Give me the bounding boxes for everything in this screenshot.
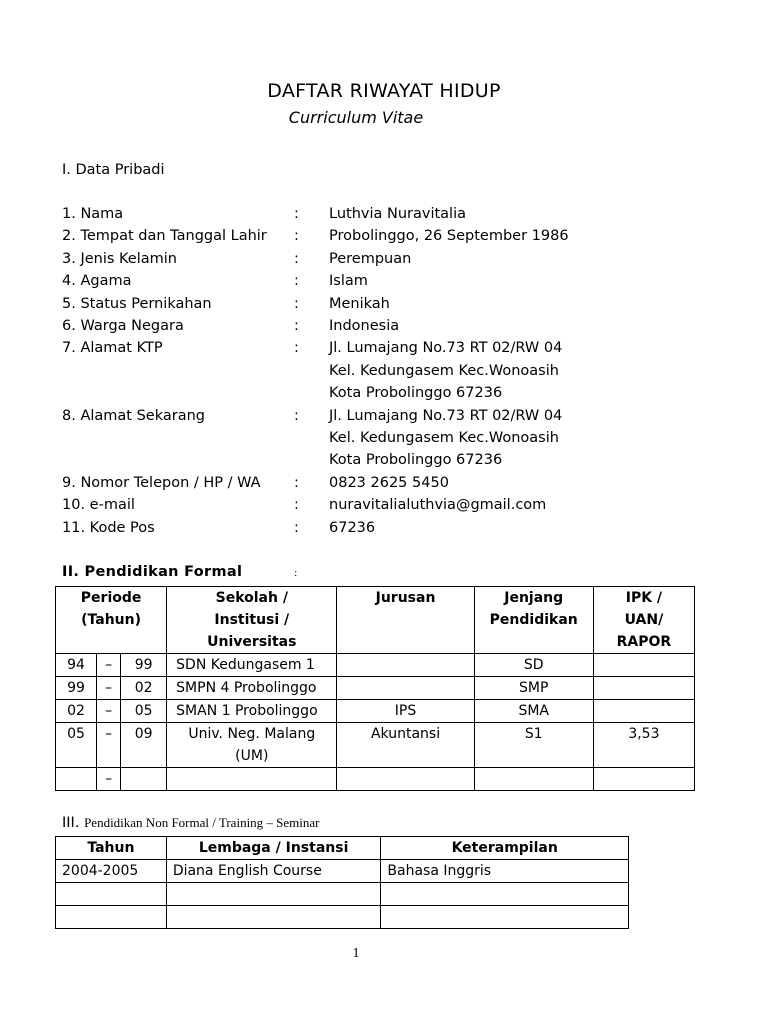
personal-value: Jl. Lumajang No.73 RT 02/RW 04 bbox=[329, 407, 563, 424]
personal-colon: : bbox=[294, 295, 299, 312]
school-cell bbox=[167, 654, 337, 677]
header-line: Institusi / bbox=[214, 612, 290, 628]
period-dash-cell: – bbox=[97, 700, 121, 723]
header-line: UAN/ bbox=[624, 612, 664, 628]
header-jurusan bbox=[337, 587, 474, 654]
school-cell bbox=[167, 768, 337, 791]
personal-colon: : bbox=[294, 206, 299, 222]
school-line bbox=[167, 768, 336, 790]
nonformal-header-cell: Tahun bbox=[56, 837, 167, 860]
personal-value: 67236 bbox=[329, 519, 376, 536]
personal-value: Indonesia bbox=[329, 318, 400, 334]
personal-label: 4. Agama bbox=[62, 273, 132, 290]
personal-colon: : bbox=[294, 250, 299, 267]
personal-colon: : bbox=[294, 519, 299, 536]
header-jenjang bbox=[474, 587, 593, 654]
personal-colon: : bbox=[294, 474, 299, 491]
page-number: 1 bbox=[352, 946, 360, 961]
table-header-row bbox=[56, 837, 629, 860]
nonformal-cell bbox=[56, 883, 167, 906]
formal-education-table bbox=[55, 586, 695, 791]
personal-value: Kota Probolinggo 67236 bbox=[329, 452, 503, 469]
personal-value: Luthvia Nuravitalia bbox=[329, 206, 466, 222]
table-row bbox=[56, 883, 629, 906]
header-sekolah bbox=[167, 587, 337, 654]
period-from-cell bbox=[56, 768, 97, 791]
period-dash-cell: – bbox=[97, 654, 121, 677]
header-line: Pendidikan bbox=[489, 612, 578, 628]
personal-label: 5. Status Pernikahan bbox=[62, 295, 212, 312]
nonformal-header-cell: Keterampilan bbox=[381, 837, 629, 860]
table-row bbox=[56, 654, 695, 677]
table-row bbox=[56, 860, 629, 883]
school-cell bbox=[167, 677, 337, 700]
personal-value: Perempuan bbox=[329, 250, 412, 267]
level-cell: SMP bbox=[474, 677, 593, 700]
header-line: Universitas bbox=[207, 634, 297, 650]
nonformal-cell: Bahasa Inggris bbox=[381, 860, 629, 883]
score-cell bbox=[593, 677, 694, 700]
header-line: Jenjang bbox=[504, 590, 564, 606]
personal-value: nuravitalialuthvia@gmail.com bbox=[329, 497, 547, 514]
header-line: IPK / bbox=[625, 590, 663, 606]
personal-colon: : bbox=[294, 407, 299, 424]
personal-value: Probolinggo, 26 September 1986 bbox=[329, 228, 569, 245]
period-to-cell: 99 bbox=[121, 654, 167, 677]
nonformal-cell: Diana English Course bbox=[166, 860, 381, 883]
header-ipk bbox=[593, 587, 694, 654]
period-from-cell: 05 bbox=[56, 723, 97, 768]
personal-label: 7. Alamat KTP bbox=[62, 340, 163, 357]
personal-colon: : bbox=[294, 228, 299, 245]
header-periode bbox=[56, 587, 167, 654]
header-line: (Tahun) bbox=[81, 612, 142, 628]
personal-value: Islam bbox=[329, 273, 368, 290]
score-cell: 3,53 bbox=[593, 723, 694, 768]
school-line: Univ. Neg. Malang bbox=[188, 726, 316, 742]
score-cell bbox=[593, 654, 694, 677]
major-cell: Akuntansi bbox=[337, 723, 474, 768]
period-to-cell: 05 bbox=[121, 700, 167, 723]
nonformal-header-cell: Lembaga / Instansi bbox=[166, 837, 381, 860]
table-row bbox=[56, 723, 695, 768]
period-to-cell: 02 bbox=[121, 677, 167, 700]
section-education-title: II. Pendidikan Formal bbox=[62, 564, 243, 580]
personal-value: 0823 2625 5450 bbox=[329, 474, 449, 491]
period-from-cell: 94 bbox=[56, 654, 97, 677]
period-dash-cell: – bbox=[97, 723, 121, 768]
major-cell bbox=[337, 768, 474, 791]
score-cell bbox=[593, 700, 694, 723]
period-from-cell: 02 bbox=[56, 700, 97, 723]
personal-value: Kel. Kedungasem Kec.Wonoasih bbox=[329, 362, 559, 379]
personal-label: 8. Alamat Sekarang bbox=[62, 407, 205, 424]
personal-value: Kota Probolinggo 67236 bbox=[329, 385, 503, 402]
table-header-row bbox=[56, 587, 695, 654]
personal-label: 10. e-mail bbox=[62, 497, 135, 514]
nonformal-cell: 2004-2005 bbox=[56, 860, 167, 883]
personal-label: 2. Tempat dan Tanggal Lahir bbox=[62, 228, 267, 245]
personal-colon: : bbox=[294, 340, 299, 357]
table-row bbox=[56, 700, 695, 723]
period-from-cell: 99 bbox=[56, 677, 97, 700]
section-education-colon: : bbox=[294, 568, 298, 579]
header-line: Jurusan bbox=[375, 590, 436, 606]
school-line: SMAN 1 Probolinggo bbox=[176, 703, 318, 719]
document-subtitle: Curriculum Vitae bbox=[288, 108, 424, 127]
personal-colon: : bbox=[294, 273, 299, 290]
personal-colon: : bbox=[294, 318, 299, 334]
school-line: SMPN 4 Probolinggo bbox=[176, 680, 317, 696]
school-line: (UM) bbox=[235, 748, 269, 764]
level-cell bbox=[474, 768, 593, 791]
major-cell bbox=[337, 654, 474, 677]
nonformal-cell bbox=[166, 906, 381, 929]
personal-colon: : bbox=[294, 497, 299, 514]
school-cell bbox=[167, 723, 337, 768]
header-line: Periode bbox=[80, 590, 142, 606]
nonformal-education-table bbox=[55, 836, 629, 929]
level-cell: SD bbox=[474, 654, 593, 677]
period-to-cell bbox=[121, 768, 167, 791]
school-cell bbox=[167, 700, 337, 723]
school-line: SDN Kedungasem 1 bbox=[176, 657, 315, 673]
personal-label: 11. Kode Pos bbox=[62, 519, 155, 536]
major-cell: IPS bbox=[337, 700, 474, 723]
section-personal-heading: I. Data Pribadi bbox=[62, 162, 165, 178]
personal-value: Menikah bbox=[329, 295, 390, 312]
personal-label: 1. Nama bbox=[62, 206, 124, 222]
nonformal-cell bbox=[381, 906, 629, 929]
level-cell: SMA bbox=[474, 700, 593, 723]
personal-label: 9. Nomor Telepon / HP / WA bbox=[62, 474, 261, 491]
section-nonformal-heading bbox=[62, 815, 320, 831]
period-to-cell: 09 bbox=[121, 723, 167, 768]
document-title: DAFTAR RIWAYAT HIDUP bbox=[267, 80, 501, 102]
period-dash-cell: – bbox=[97, 677, 121, 700]
nonformal-cell bbox=[381, 883, 629, 906]
personal-value: Kel. Kedungasem Kec.Wonoasih bbox=[329, 430, 559, 446]
section-education-heading bbox=[62, 564, 298, 580]
nonformal-cell bbox=[56, 906, 167, 929]
personal-value: Jl. Lumajang No.73 RT 02/RW 04 bbox=[329, 340, 563, 357]
table-row bbox=[56, 677, 695, 700]
personal-label: 6. Warga Negara bbox=[62, 318, 184, 334]
personal-label: 3. Jenis Kelamin bbox=[62, 250, 177, 267]
section-nonformal-title: Pendidikan Non Formal / Training – Seminar bbox=[84, 815, 320, 830]
score-cell bbox=[593, 768, 694, 791]
header-line: Sekolah / bbox=[215, 590, 288, 606]
nonformal-cell bbox=[166, 883, 381, 906]
section-nonformal-numeral: III. bbox=[62, 815, 80, 831]
period-dash-cell: – bbox=[97, 768, 121, 791]
level-cell: S1 bbox=[474, 723, 593, 768]
table-row bbox=[56, 906, 629, 929]
major-cell bbox=[337, 677, 474, 700]
table-row bbox=[56, 768, 695, 791]
header-line: RAPOR bbox=[616, 634, 672, 650]
